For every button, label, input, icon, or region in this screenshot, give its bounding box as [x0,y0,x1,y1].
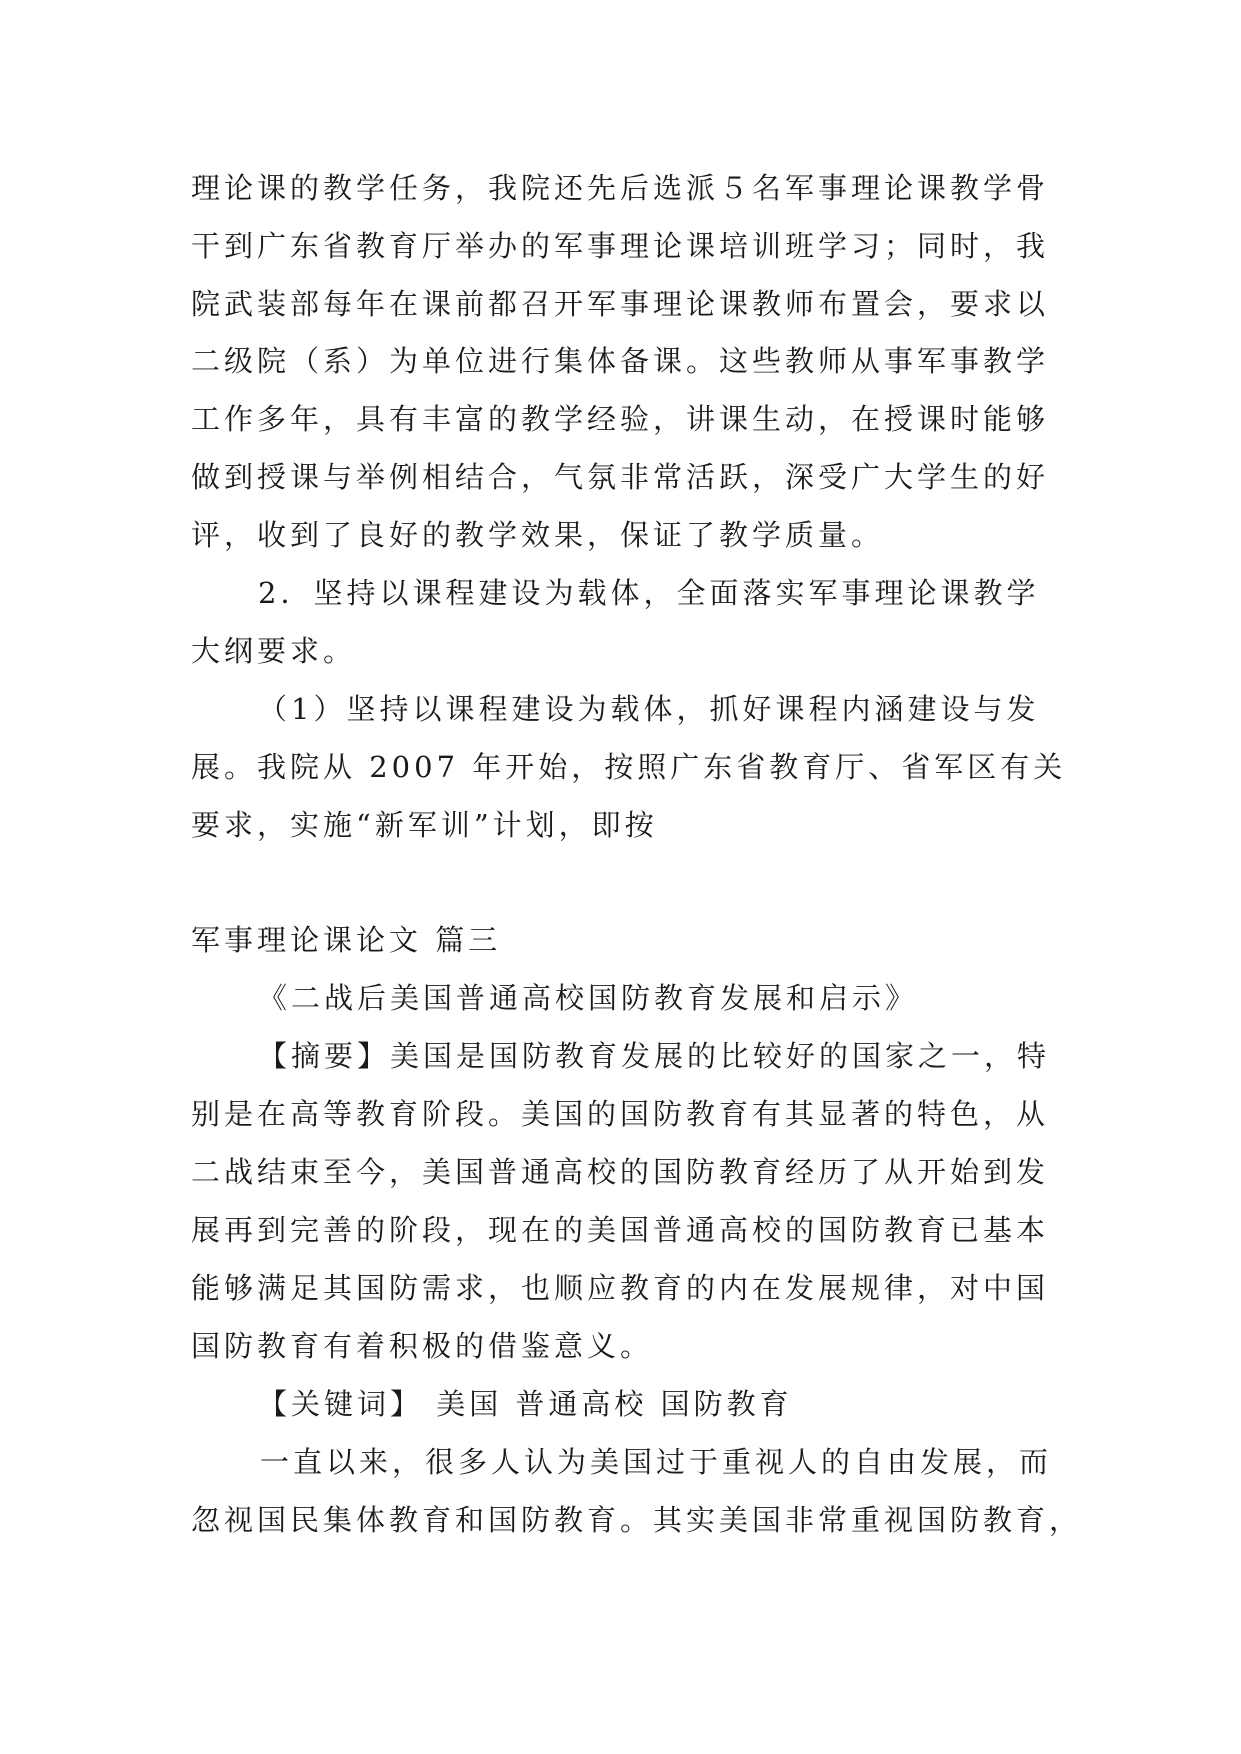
abstract-line: 能够满足其国防需求，也顺应教育的内在发展规律，对中国 [191,1271,1050,1305]
keywords-line: 【关键词】 美国 普通高校 国防教育 [258,1387,793,1421]
paragraph-line: 做到授课与举例相结合，气氛非常活跃，深受广大学生的好 [191,460,1050,494]
abstract-line: 展再到完善的阶段，现在的美国普通高校的国防教育已基本 [191,1213,1050,1247]
paragraph-line: 一直以来，很多人认为美国过于重视人的自由发展，而 [260,1445,1053,1479]
article-section-title: 军事理论课论文 篇三 [191,923,502,957]
paragraph-line: 二级院（系）为单位进行集体备课。这些教师从事军事教学 [191,344,1050,378]
paragraph-line: 展。我院从 2007 年开始，按照广东省教育厅、省军区有关 [191,750,1067,784]
subsection-heading: （1）坚持以课程建设为载体，抓好课程内涵建设与发 [258,692,1040,726]
section-heading: 2．坚持以课程建设为载体，全面落实军事理论课教学 [258,576,1040,610]
abstract-line: 国防教育有着积极的借鉴意义。 [191,1329,654,1363]
abstract-line: 别是在高等教育阶段。美国的国防教育有其显著的特色，从 [191,1097,1050,1131]
paragraph-line: 理论课的教学任务，我院还先后选派５名军事理论课教学骨 [191,171,1050,205]
paragraph-line: 要求，实施“新军训”计划，即按 [191,808,658,842]
paragraph-line: 忽视国民集体教育和国防教育。其实美国非常重视国防教育， [191,1503,1083,1537]
paragraph-line: 院武装部每年在课前都召开军事理论课教师布置会，要求以 [191,287,1050,321]
paragraph-line: 评，收到了良好的教学效果，保证了教学质量。 [191,518,885,552]
paragraph-line: 工作多年，具有丰富的教学经验，讲课生动，在授课时能够 [191,402,1050,436]
paragraph-line: 大纲要求。 [191,634,357,668]
paragraph-line: 干到广东省教育厅举办的军事理论课培训班学习；同时，我 [191,229,1050,263]
abstract-line: 【摘要】美国是国防教育发展的比较好的国家之一，特 [258,1039,1051,1073]
abstract-line: 二战结束至今，美国普通高校的国防教育经历了从开始到发 [191,1155,1050,1189]
paper-title: 《二战后美国普通高校国防教育发展和启示》 [258,981,919,1015]
